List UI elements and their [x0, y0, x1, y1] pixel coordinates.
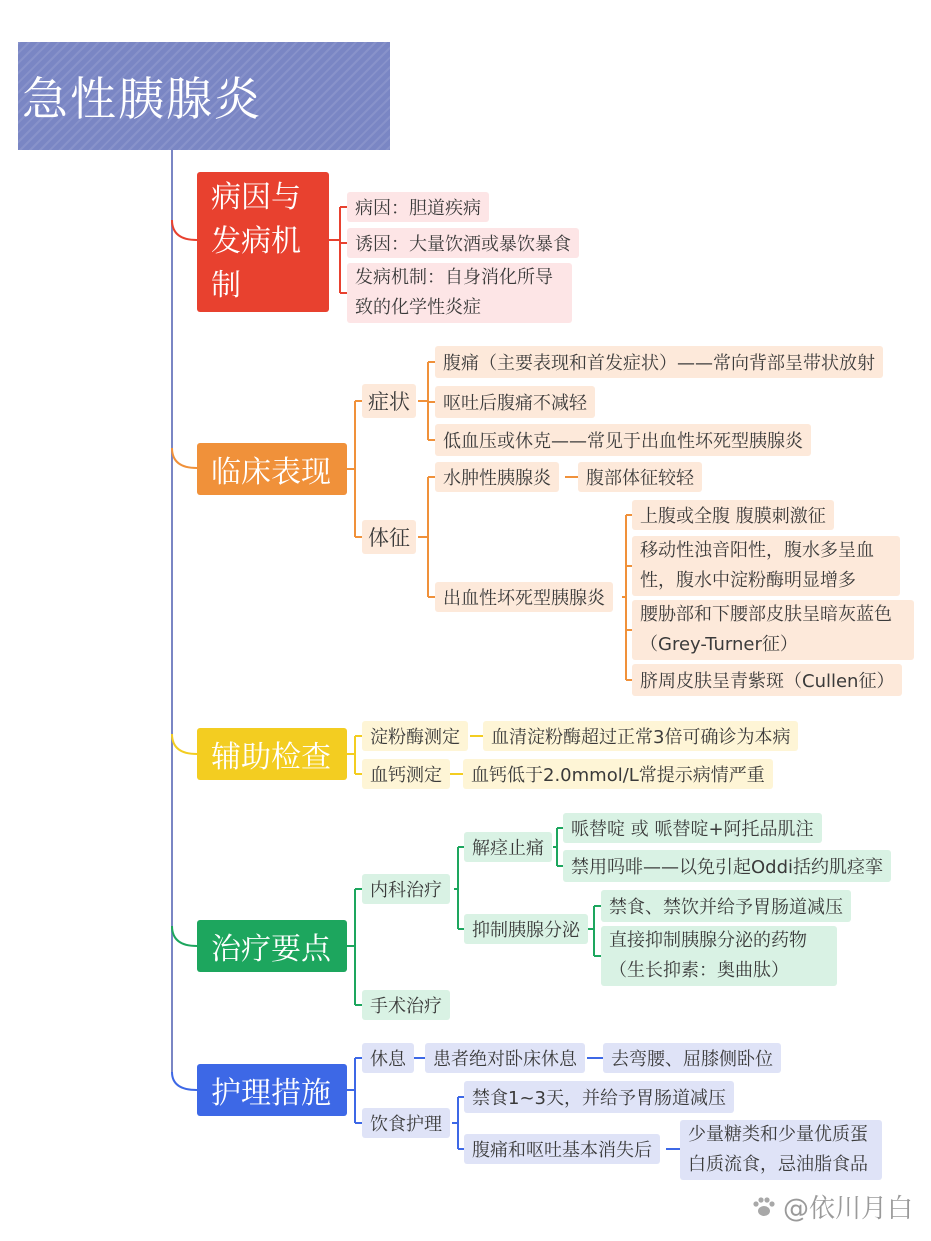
internal-connectors: [454, 847, 464, 929]
section-treatment: 治疗要点: [197, 920, 347, 972]
branch-etiology: [172, 220, 197, 240]
clinical-connectors: [347, 401, 362, 537]
signs-node: 体征: [362, 520, 416, 554]
hemorrhagic-pancreatitis: 出血性坏死型胰腺炎: [435, 582, 613, 612]
edematous-pancreatitis: 水肿性胰腺炎: [435, 462, 559, 492]
symptom-hypotension: 低血压或休克——常见于出血性坏死型胰腺炎: [435, 424, 811, 456]
exam-connectors: [347, 736, 362, 774]
paw-logo-icon: [751, 1196, 777, 1218]
branch-nursing: [172, 1072, 197, 1090]
suppress-connectors: [586, 906, 601, 956]
antispasm-pethidine: 哌替啶 或 哌替啶+阿托品肌注: [563, 813, 822, 843]
branch-treatment: [172, 926, 197, 946]
sign-grey-turner: 腰胁部和下腰部皮肤呈暗灰蓝色（Grey-Turner征）: [632, 600, 914, 660]
branch-exam: [172, 734, 197, 754]
treatment-antispasm: 解痉止痛: [464, 832, 552, 862]
etiology-connectors: [329, 207, 347, 293]
symptom-vomiting: 呕吐后腹痛不减轻: [435, 386, 595, 418]
edematous-detail: 腹部体征较轻: [578, 462, 702, 492]
nursing-rest: 休息: [362, 1043, 414, 1073]
treatment-suppress: 抑制胰腺分泌: [464, 914, 588, 944]
mindmap-title: 急性胰腺炎: [18, 42, 390, 150]
nursing-diet: 饮食护理: [362, 1108, 450, 1138]
section-nursing: 护理措施: [197, 1064, 347, 1116]
etiology-trigger: 诱因：大量饮酒或暴饮暴食: [347, 228, 579, 258]
sign-cullen: 脐周皮肤呈青紫斑（Cullen征）: [632, 664, 902, 696]
sign-peritoneal: 上腹或全腹 腹膜刺激征: [632, 500, 834, 530]
treatment-internal: 内科治疗: [362, 874, 450, 904]
watermark: [751, 1188, 913, 1225]
signs-connectors: [418, 477, 435, 597]
symptom-abdominal-pain: 腹痛（主要表现和首发症状）——常向背部呈带状放射: [435, 346, 883, 378]
nursing-rest-detail: 患者绝对卧床休息: [425, 1043, 585, 1073]
etiology-mechanism: 发病机制：自身消化所导致的化学性炎症: [347, 263, 572, 323]
diet-connectors: [452, 1097, 464, 1149]
antispasm-connectors: [553, 828, 563, 866]
exam-calcium-detail: 血钙低于2.0mmol/L常提示病情严重: [463, 759, 773, 789]
symptoms-node: 症状: [362, 384, 416, 418]
antispasm-no-morphine: 禁用吗啡——以免引起Oddi括约肌痉挛: [563, 850, 891, 882]
watermark-text: @依川月白: [782, 1194, 913, 1224]
suppress-drugs: 直接抑制胰腺分泌的药物（生长抑素：奥曲肽）: [601, 926, 837, 986]
symptoms-connectors: [418, 362, 435, 440]
nursing-connectors: [347, 1058, 362, 1123]
etiology-cause: 病因：胆道疾病: [347, 192, 489, 222]
treatment-surgery: 手术治疗: [362, 990, 450, 1020]
branch-clinical: [172, 448, 197, 468]
treatment-connectors: [347, 889, 362, 1005]
sign-ascites: 移动性浊音阳性，腹水多呈血性，腹水中淀粉酶明显增多: [632, 536, 900, 596]
section-etiology: [197, 172, 329, 312]
section-etiology-label: 病因与发病机制: [211, 180, 301, 303]
hemorrhagic-connectors: [622, 515, 632, 680]
section-exam: 辅助检查: [197, 728, 347, 780]
exam-calcium: 血钙测定: [362, 759, 450, 789]
diet-after-detail: 少量糖类和少量优质蛋白质流食，忌油脂食品: [680, 1120, 882, 1180]
diet-after-symptoms: 腹痛和呕吐基本消失后: [464, 1134, 660, 1164]
suppress-fasting: 禁食、禁饮并给予胃肠道减压: [601, 890, 851, 922]
diet-fasting: 禁食1~3天，并给予胃肠道减压: [464, 1081, 734, 1113]
section-clinical: 临床表现: [197, 443, 347, 495]
nursing-rest-position: 去弯腰、屈膝侧卧位: [603, 1043, 781, 1073]
exam-amylase-detail: 血清淀粉酶超过正常3倍可确诊为本病: [483, 721, 798, 751]
exam-amylase: 淀粉酶测定: [362, 721, 468, 751]
